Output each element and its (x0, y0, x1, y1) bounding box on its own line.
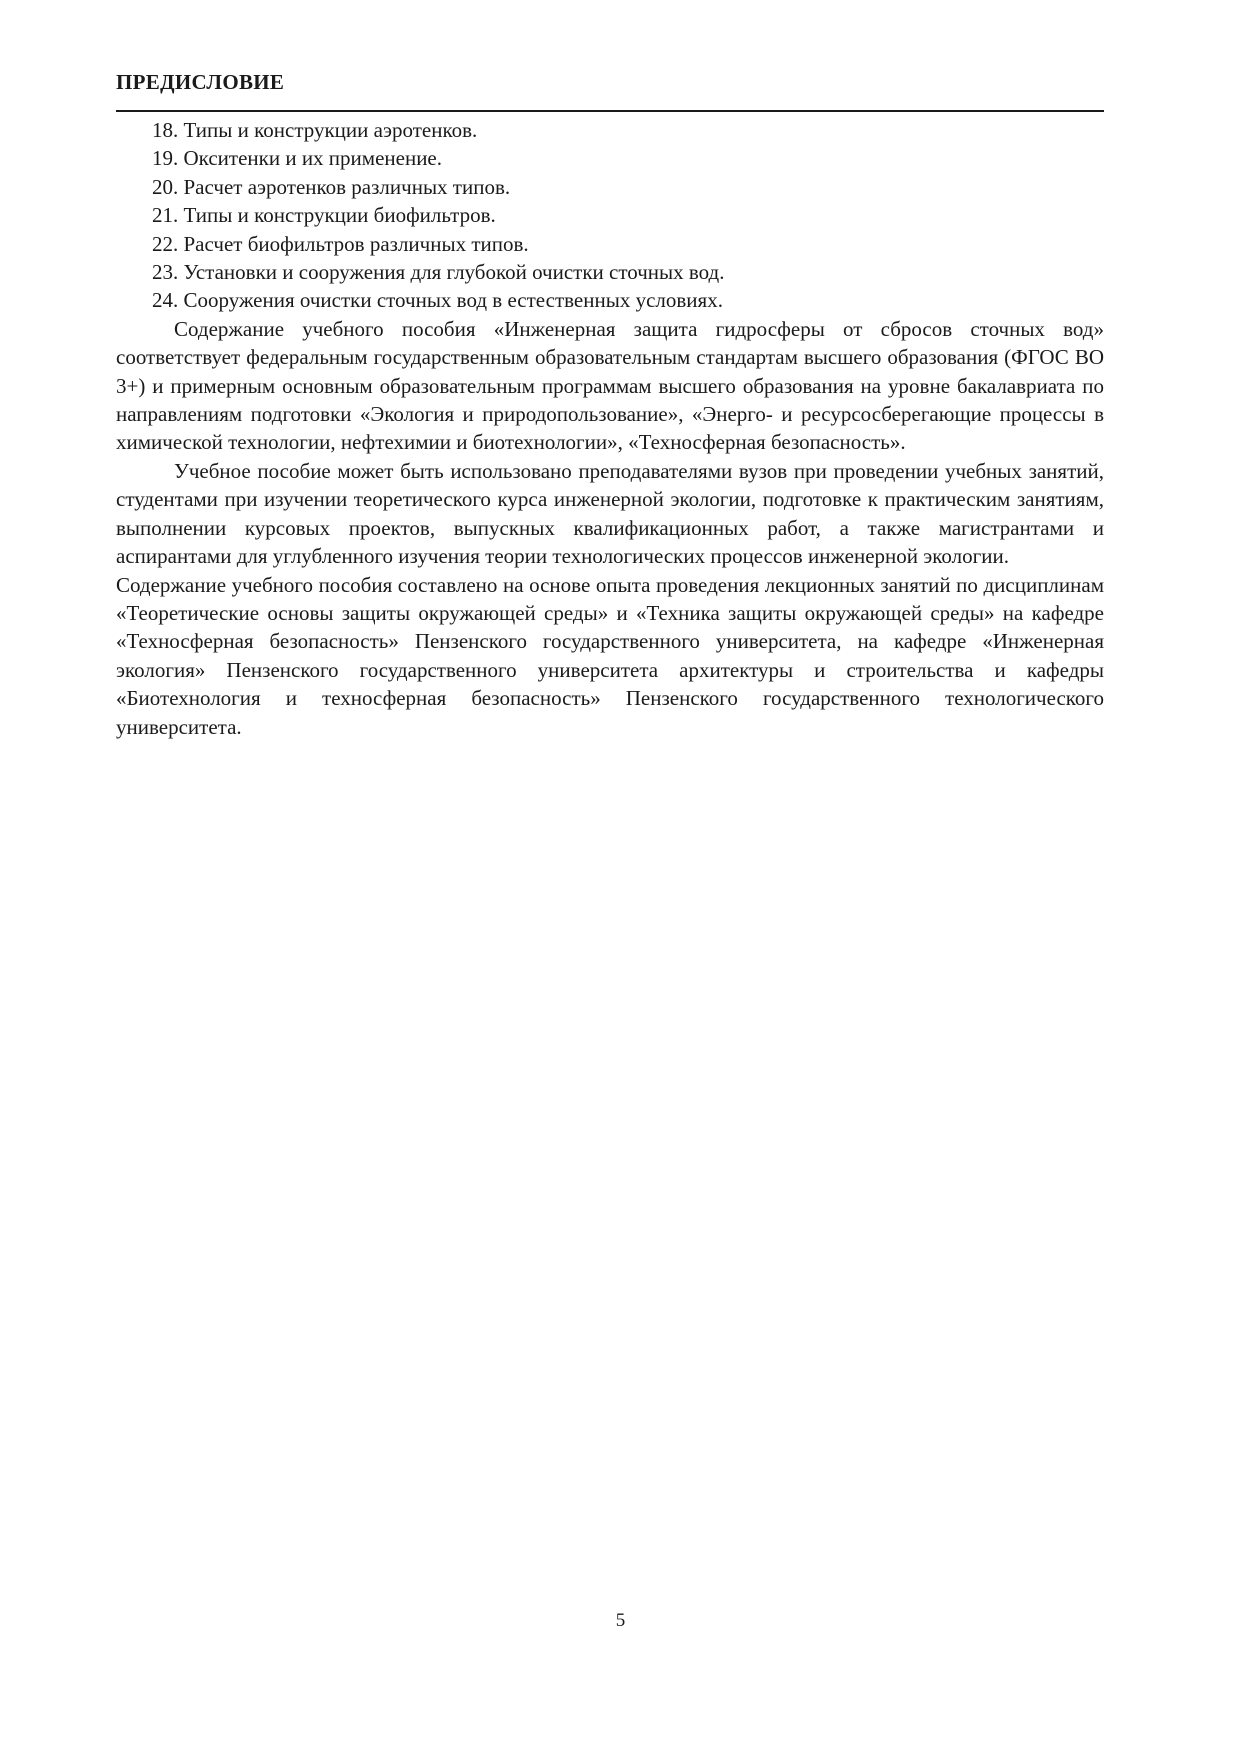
list-item: 21. Типы и конструкции биофильтров. (152, 203, 496, 228)
list-item: 24. Сооружения очистки сточных вод в естественных условиях. (152, 288, 723, 313)
paragraph-basis: Содержание учебного пособия составлено на основе опыта проведения лекционных занятий по дисциплинам «Теоретические основы защиты окружающей среды» и «Техника защиты окружающей среды» на кафедре «Техносферная безопасность» Пензенского государственного университета, на кафедре «Инженерная экология» Пензенского государственного университета архитектуры и строительства и кафедры «Биотехнология и техносферная безопасность» Пензенского государственного технологического университета. (116, 572, 1104, 739)
list-item: 22. Расчет биофильтров различных типов. (152, 231, 529, 256)
running-head-title: ПРЕДИСЛОВИЕ (116, 70, 285, 94)
topic-list (116, 116, 1104, 315)
list-item: 19. Окситенки и их применение. (152, 146, 443, 171)
header-rule (116, 110, 1104, 112)
list-item: 20. Расчет аэротенков различных типов. (152, 174, 511, 199)
page-content (116, 116, 1104, 741)
paragraph-standards: Содержание учебного пособия «Инженерная защита гидросферы от сбросов сточных вод» соответствует федеральным государственным образовательным стандартам высшего образования (ФГОС ВО 3+) и примерным основным образовательным программам высшего образования на уровне бакалавриата по направлениям подготовки «Экология и природопользование», «Энерго- и ресурсосберегающие процессы в химической технологии, нефтехимии и биотехнологии», «Техносферная безопасность». (116, 316, 1104, 455)
list-item: 18. Типы и конструкции аэротенков. (152, 118, 478, 142)
page-number: 5 (615, 1610, 626, 1631)
paragraph-usage: Учебное пособие может быть использовано преподавателями вузов при проведении учебных занятий, студентами при изучении теоретического курса инженерной экологии, подготовке к практическим занятиям, выполнении курсовых проектов, выпускных квалификационных работ, а также магистрантами и аспирантами для углубленного изучения теории технологических процессов инженерной экологии. (116, 458, 1104, 569)
list-item: 23. Установки и сооружения для глубокой очистки сточных вод. (152, 260, 725, 285)
